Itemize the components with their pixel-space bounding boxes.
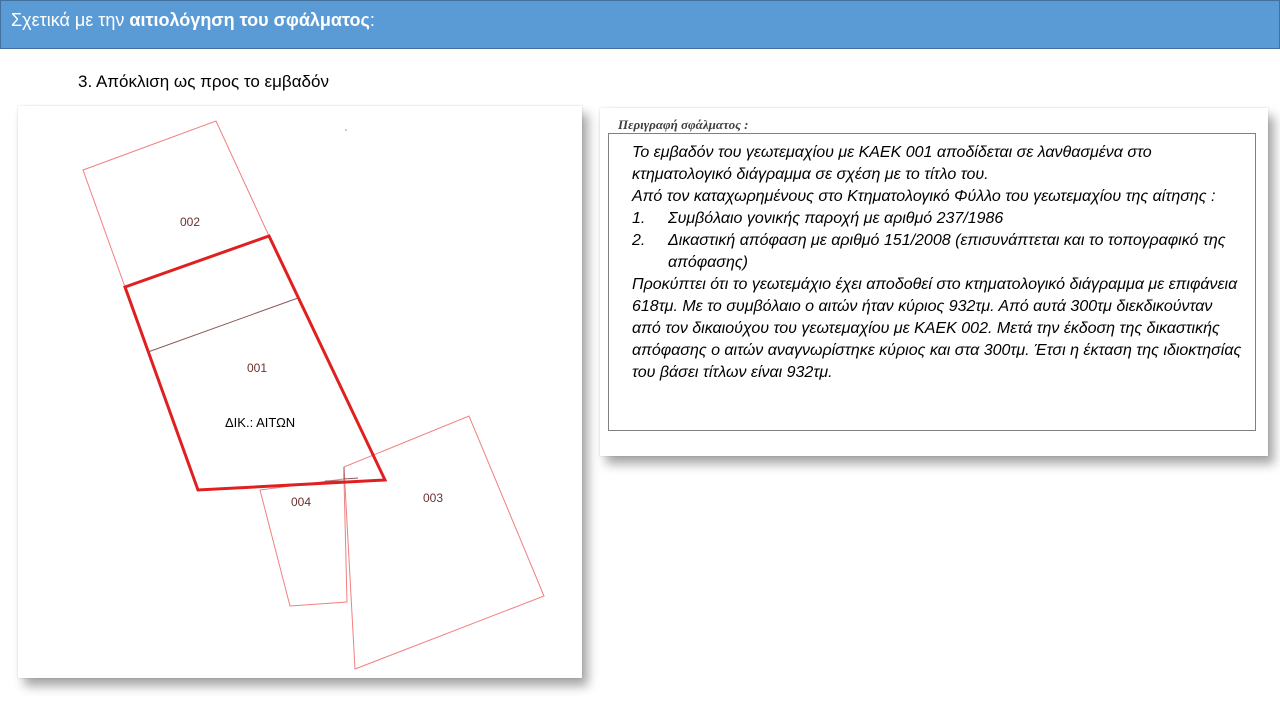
boundary-detail [344, 467, 358, 479]
map-dot [345, 129, 347, 131]
owner-label: ΔΙΚ.: ΑΙΤΩΝ [225, 415, 296, 430]
parcel-001-old-boundary [148, 298, 298, 352]
parcel-label-003: 003 [423, 491, 444, 505]
cadastral-map-image [18, 106, 582, 678]
cadastral-map [18, 106, 582, 678]
description-text [632, 142, 1244, 384]
list-item [632, 208, 1244, 230]
header-title-bold: αιτιολόγηση του σφάλματος [129, 10, 370, 30]
header-title-suffix: : [369, 10, 375, 30]
header-bar [0, 0, 1280, 49]
list-item [632, 230, 1244, 274]
list-item-number: 2. [632, 232, 646, 249]
description-caption: Περιγραφή σφάλματος : [618, 117, 749, 132]
error-description-panel [600, 108, 1268, 456]
list-item-text: Δικαστική απόφαση με αριθμό 151/2008 (επισυνάπτεται και το τοπογραφικό της απόφασης) [668, 232, 1226, 271]
parcel-label-001: 001 [247, 361, 268, 375]
parcel-label-004: 004 [291, 495, 312, 509]
section-title: 3. Απόκλιση ως προς το εμβαδόν [78, 72, 329, 91]
header-title [11, 10, 375, 31]
list-item-number: 1. [632, 210, 646, 227]
description-paragraph-1: Το εμβαδόν του γεωτεμαχίου με ΚΑΕΚ 001 αποδίδεται σε λανθασμένα στο κτηματολογικό διάγραμμα σε σχέση με το τίτλο του. [632, 144, 1152, 183]
parcel-label-002: 002 [180, 215, 201, 229]
description-paragraph-2: Από τον καταχωρημένους στο Κτηματολογικό Φύλλο του γεωτεμαχίου της αίτησης : [632, 188, 1216, 205]
list-item-text: Συμβόλαιο γονικής παροχή με αριθμό 237/1986 [668, 210, 1004, 227]
description-paragraph-3: Προκύπτει ότι το γεωτεμάχιο έχει αποδοθεί στο κτηματολογικό διάγραμμα με επιφάνεια 618τμ. Με το συμβόλαιο ο αιτών ήταν κύριος 932τμ. Από αυτά 300τμ διεκδικούνταν από τον δικαιούχου του γεωτεμαχίου με ΚΑΕΚ 002. Μετά την έκδοση της δικαστικής απόφασης ο αιτών αναγνωρίστηκε κύριος και στα 300τμ. Έτσι η έκταση της ιδιοκτησίας του βάσει τίτλων είναι 932τμ. [632, 276, 1242, 381]
description-box [608, 133, 1256, 431]
parcel-002 [83, 121, 269, 287]
header-title-prefix: Σχετικά με την [11, 10, 130, 30]
title-deeds-list [632, 208, 1244, 274]
